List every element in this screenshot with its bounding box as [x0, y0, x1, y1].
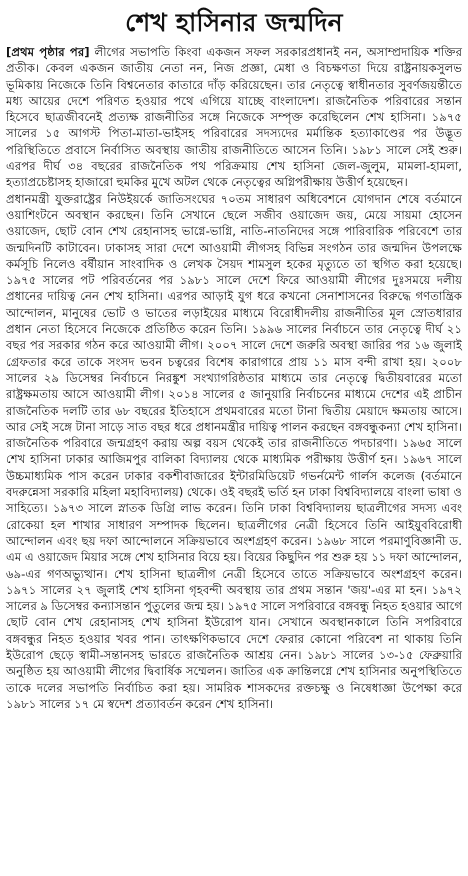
- article-paragraph-1: [6, 44, 462, 191]
- article-body: [6, 44, 462, 712]
- continued-from-front-page-label: [প্রথম পৃষ্ঠার পর]: [6, 45, 90, 59]
- paragraph-text: লীগের সভাপতি কিংবা একজন সফল সরকারপ্রধানই নন, অসাম্প্রদায়িক শক্তির প্রতীক। কেবল একজন জাতীয় নেতা নন, নিজ প্রজ্ঞা, মেধা ও বিচক্ষণতা দিয়ে রাষ্ট্রনায়কসুলভ ভূমিকায় নিজেকে তিনি বিশ্বনেতার কাতারে দাঁড় করিয়েছেন। তার নেতৃত্বে স্বাধীনতার সুবর্ণজয়ন্তীতে মধ্য আয়ের দেশে পরিণত হওয়ার পথে এগিয়ে যাচ্ছে বাংলাদেশ। রাজনৈতিক পরিবারের সন্তান হিসেবে ছাত্রজীবনেই প্রত্যক্ষ রাজনীতির সঙ্গে নিজেকে সম্পৃক্ত করেছিলেন শেখ হাসিনা। ১৯৭৫ সালের ১৫ আগস্ট পিতা-মাতা-ভাইসহ পরিবারের সদস্যদের মর্মান্তিক হত্যাকাণ্ডের পর উদ্ভূত পরিস্থিতিতে প্রবাসে নির্বাসিত অবস্থায় জাতীয় রাজনীতিতে আসেন তিনি। ১৯৮১ সালে সেই শুরু। এরপর দীর্ঘ ৩৪ বছরের রাজনৈতিক পথ পরিক্রমায় শেখ হাসিনা জেল-জুলুম, মামলা-হামলা, হত্যাপ্রচেষ্টাসহ হাজারো হুমকির মুখে অটল থেকে নেতৃত্বের অগ্নিপরীক্ষায় উত্তীর্ণ হয়েছেন।: [6, 45, 462, 190]
- article-paragraph-2: প্রধানমন্ত্রী যুক্তরাষ্ট্রের নিউইয়র্কে জাতিসংঘের ৭০তম সাধারণ অধিবেশনে যোগদান শেষে বর্তমানে ওয়াশিংটনে অবস্থান করছেন। তিনি সেখানে ছেলে সজীব ওয়াজেদ জয়, মেয়ে সায়মা হোসেন ওয়াজেদ, ছোট বোন শেখ রেহানাসহ ভাগ্নে-ভাগ্নি, নাতি-নাতনিদের সঙ্গে পারিবারিক পরিবেশে তার জন্মদিনটি কাটাবেন। ঢাকাসহ সারা দেশে আওয়ামী লীগসহ বিভিন্ন সংগঠন তার জন্মদিন উপলক্ষে কর্মসূচি নিলেও বর্ষীয়ান সাংবাদিক ও লেখক সৈয়দ শামসুল হকের মৃত্যুতে তা স্থগিত করা হয়েছে। ১৯৭৫ সালের পট পরিবর্তনের পর ১৯৮১ সালে দেশে ফিরে আওয়ামী লীগের দুঃসময়ে দলীয় প্রধানের দায়িত্ব নেন শেখ হাসিনা। এরপর আড়াই যুগ ধরে কখনো সেনাশাসনের বিরুদ্ধে গণতান্ত্রিক আন্দোলন, মানুষের ভোট ও ভাতের লড়াইয়ের মাধ্যমে বিরোধীদলীয় রাজনীতির মূল স্রোতধারার প্রধান নেতা হিসেবে নিজেকে প্রতিষ্ঠিত করেন তিনি। ১৯৯৬ সালের নির্বাচনে তার নেতৃত্বে দীর্ঘ ২১ বছর পর সরকার গঠন করে আওয়ামী লীগ। ২০০৭ সালে দেশে জরুরি অবস্থা জারির পর ১৬ জুলাই গ্রেফতার করে তাকে সংসদ ভবন চত্বরের বিশেষ কারাগারে প্রায় ১১ মাস বন্দী রাখা হয়। ২০০৮ সালের ২৯ ডিসেম্বর নির্বাচনে নিরঙ্কুশ সংখ্যাগরিষ্ঠতার মাধ্যমে তার নেতৃত্বে দ্বিতীয়বারের মতো রাষ্ট্রক্ষমতায় আসে আওয়ামী লীগ। ২০১৪ সালের ৫ জানুয়ারি নির্বাচনের মাধ্যমে দেশের এই প্রাচীন রাজনৈতিক দলটি তার ৬৮ বছরের ইতিহাসে প্রথমবারের মতো টানা দ্বিতীয় মেয়াদে ক্ষমতায় আসে। আর সেই সঙ্গে টানা সাড়ে সাত বছর ধরে প্রধানমন্ত্রীর দায়িত্ব পালন করছেন বঙ্গবন্ধুকন্যা শেখ হাসিনা। রাজনৈতিক পরিবারে জন্মগ্রহণ করায় অল্প বয়স থেকেই তার রাজনীতিতে পদচারণা। ১৯৬৫ সালে শেখ হাসিনা ঢাকার আজিমপুর বালিকা বিদ্যালয় থেকে মাধ্যমিক পরীক্ষায় উত্তীর্ণ হন। ১৯৬৭ সালে উচ্চমাধ্যমিক পাস করেন ঢাকার বকশীবাজারের ইন্টারমিডিয়েট গভর্নমেন্ট গার্লস কলেজ (বর্তমানে বদরুন্নেসা সরকারি মহিলা মহাবিদ্যালয়) থেকে। ওই বছরই ভর্তি হন ঢাকা বিশ্ববিদ্যালয়ে বাংলা ভাষা ও সাহিত্যে। ১৯৭৩ সালে স্নাতক ডিগ্রি লাভ করেন। তিনি ঢাকা বিশ্ববিদ্যালয় ছাত্রলীগের সদস্য এবং রোকেয়া হল শাখার সাধারণ সম্পাদক ছিলেন। ছাত্রলীগের নেত্রী হিসেবে তিনি আইয়ুববিরোধী আন্দোলন এবং ছয় দফা আন্দোলনে সক্রিয়ভাবে অংশগ্রহণ করেন। ১৯৬৮ সালে পরমাণুবিজ্ঞানী ড. এম এ ওয়াজেদ মিয়ার সঙ্গে শেখ হাসিনার বিয়ে হয়। বিয়ের কিছুদিন পর শুরু হয় ১১ দফা আন্দোলন, ৬৯-এর গণঅভ্যুত্থান। শেখ হাসিনা ছাত্রলীগ নেত্রী হিসেবে তাতে সক্রিয়ভাবে অংশগ্রহণ করেন। ১৯৭১ সালের ২৭ জুলাই শেখ হাসিনা গৃহবন্দী অবস্থায় তার প্রথম সন্তান 'জয়'-এর মা হন। ১৯৭২ সালের ৯ ডিসেম্বর কন্যাসন্তান পুতুলের জন্ম হয়। ১৯৭৫ সালে সপরিবারে বঙ্গবন্ধু নিহত হওয়ার আগে ছোট বোন শেখ রেহানাসহ শেখ হাসিনা ইউরোপ যান। সেখানে অবস্থানকালে তিনি সপরিবারে বঙ্গবন্ধুর নিহত হওয়ার খবর পান। তাৎক্ষণিকভাবে দেশে ফেরার কোনো পরিবেশ না থাকায় তিনি ইউরোপ ছেড়ে স্বামী-সন্তানসহ ভারতে রাজনৈতিক আশ্রয় নেন। ১৯৮১ সালের ১৩-১৫ ফেব্রুয়ারি অনুষ্ঠিত হয় আওয়ামী লীগের দ্বিবার্ষিক সম্মেলন। জাতির এক ক্রান্তিলগ্নে শেখ হাসিনার অনুপস্থিতিতে তাকে দলের সভাপতি নির্বাচিত করা হয়। সামরিক শাসকদের রক্তচক্ষু ও নিষেধাজ্ঞা উপেক্ষা করে ১৯৮১ সালের ১৭ মে স্বদেশ প্রত্যাবর্তন করেন শেখ হাসিনা।: [6, 191, 462, 711]
- headline: শেখ হাসিনার জন্মদিন: [125, 8, 343, 37]
